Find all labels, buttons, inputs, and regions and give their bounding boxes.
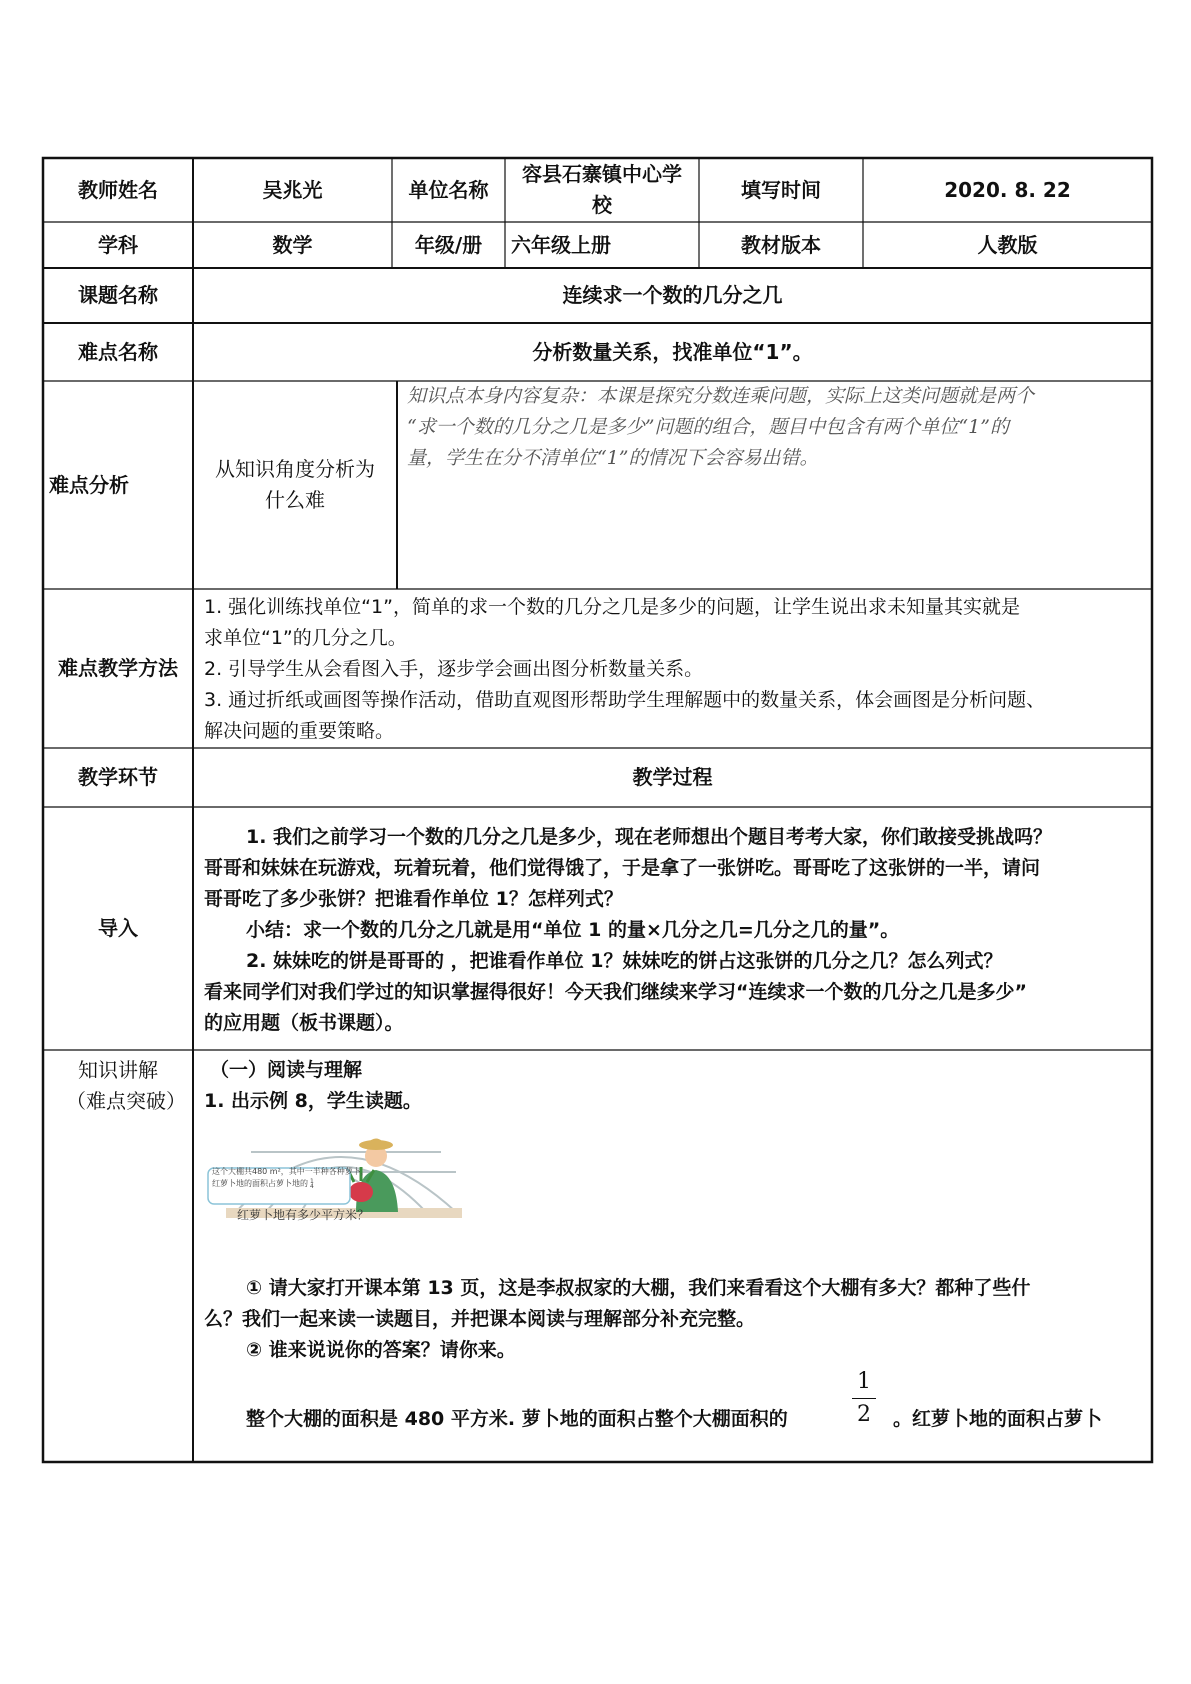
- edition-value: 人教版: [977, 232, 1038, 257]
- fraction-bar: [852, 1398, 876, 1399]
- unit-label: 单位名称: [408, 177, 489, 202]
- section-title: （一）阅读与理解: [210, 1059, 363, 1081]
- fraction-one-half: [852, 1368, 876, 1429]
- step2-line: ② 谁来说说你的答案？请你来。: [246, 1339, 516, 1361]
- teacher-value: 吴兆光: [262, 177, 323, 202]
- analysis-line: 知识点本身内容复杂：本课是探究分数连乘问题，实际上这类问题就是两个: [407, 385, 1035, 407]
- unit-value-line1: 容县石寨镇中心学: [522, 162, 682, 186]
- step1-line2: 么？我们一起来读一读题目，并把课本阅读与理解部分补充完整。: [204, 1308, 756, 1330]
- method-line: 1. 强化训练找单位“1”，简单的求一个数的几分之几是多少的问题，让学生说出求未知量其实就是: [204, 596, 1020, 618]
- analysis-label: 难点分析: [49, 472, 129, 497]
- bubble-frac-num: 1: [310, 1177, 314, 1185]
- analysis-sub-label-line2: 什么难: [265, 488, 325, 512]
- analysis-line: “求一个数的几分之几是多少”问题的组合，题目中包含有两个单位“1”的: [407, 416, 1009, 438]
- intro-label: 导入: [98, 916, 138, 940]
- analysis-text: [397, 381, 1152, 589]
- grade-value: 六年级上册: [511, 232, 611, 257]
- date-value: 2020. 8. 22: [944, 177, 1071, 202]
- edition-label: 教材版本: [741, 232, 821, 257]
- analysis-sub-label: [193, 381, 397, 589]
- unit-value-line2: 校: [592, 193, 612, 217]
- subject-value: 数学: [272, 232, 313, 257]
- method-line: 3. 通过折纸或画图等操作活动，借助直观图形帮助学生理解题中的数量关系，体会画图是分析问题、: [204, 689, 1046, 711]
- difficulty-value: 分析数量关系，找准单位“1”。: [532, 339, 813, 364]
- intro-line: 2. 妹妹吃的饼是哥哥的 ，把谁看作单位 1？妹妹吃的饼占这张饼的几分之几？怎么列式？: [246, 950, 1003, 972]
- process-value: 教学过程: [632, 765, 713, 789]
- intro-line: 小结：求一个数的几分之几就是用“单位 1 的量×几分之几=几分之几的量”。: [246, 919, 900, 941]
- example-line: 1. 出示例 8，学生读题。: [204, 1090, 422, 1112]
- difficulty-label: 难点名称: [78, 339, 158, 364]
- subject-label: 学科: [98, 232, 138, 257]
- knowledge-label-line2: （难点突破）: [66, 1089, 186, 1113]
- bubble-fraction: [310, 1179, 314, 1189]
- analysis-sub-label-line1: 从知识角度分析为: [215, 457, 375, 481]
- grade-label: 年级/册: [414, 232, 483, 257]
- frac-num: 1: [857, 1369, 871, 1394]
- topic-value: 连续求一个数的几分之几: [562, 283, 783, 307]
- method-line: 解决问题的重要策略。: [204, 720, 395, 742]
- teacher-label: 教师姓名: [78, 177, 158, 202]
- intro-line: 1. 我们之前学习一个数的几分之几是多少，现在老师想出个题目考考大家，你们敢接受挑战吗？: [246, 826, 1053, 848]
- bubble-frac-den: 4: [310, 1182, 314, 1190]
- intro-line: 哥哥吃了多少张饼？把谁看作单位 1？怎样列式？: [204, 888, 623, 910]
- image-caption: 红萝卜地有多少平方米？: [237, 1208, 370, 1222]
- method-line: 2. 引导学生从会看图入手，逐步学会画出图分析数量关系。: [204, 658, 704, 680]
- unit-value: [505, 158, 699, 222]
- process-label: 教学环节: [78, 765, 158, 789]
- analysis-line: 量，学生在分不清单位“1”的情况下会容易出错。: [407, 447, 819, 469]
- step1-line1: ① 请大家打开课本第 13 页，这是李叔叔家的大棚，我们来看看这个大棚有多大？都种了些什: [246, 1277, 1031, 1299]
- method-label: 难点教学方法: [58, 656, 178, 680]
- intro-line: 看来同学们对我们学过的知识掌握得很好！今天我们继续来学习“连续求一个数的几分之几是多少”: [204, 981, 1027, 1003]
- method-line: 求单位“1”的几分之几。: [204, 627, 407, 649]
- intro-line: 哥哥和妹妹在玩游戏，玩着玩着，他们觉得饿了，于是拿了一张饼吃。哥哥吃了这张饼的一半，请问: [204, 857, 1041, 879]
- frac-den: 2: [857, 1402, 871, 1427]
- last-line-suffix: 。红萝卜地的面积占萝卜: [893, 1408, 1103, 1430]
- bubble-text: 红萝卜地的面积占萝卜地的: [212, 1179, 308, 1188]
- knowledge-label-line1: 知识讲解: [78, 1058, 158, 1082]
- last-line-prefix: 整个大棚的面积是 480 平方米. 萝卜地的面积占整个大棚面积的: [246, 1408, 788, 1430]
- intro-line: 的应用题（板书课题）。: [204, 1012, 404, 1034]
- date-label: 填写时间: [741, 177, 821, 202]
- topic-label: 课题名称: [78, 283, 158, 307]
- bubble-line1: 这个大棚共480 m²，其中一半种各种萝卜，: [212, 1167, 369, 1176]
- bubble-line2: [212, 1178, 314, 1189]
